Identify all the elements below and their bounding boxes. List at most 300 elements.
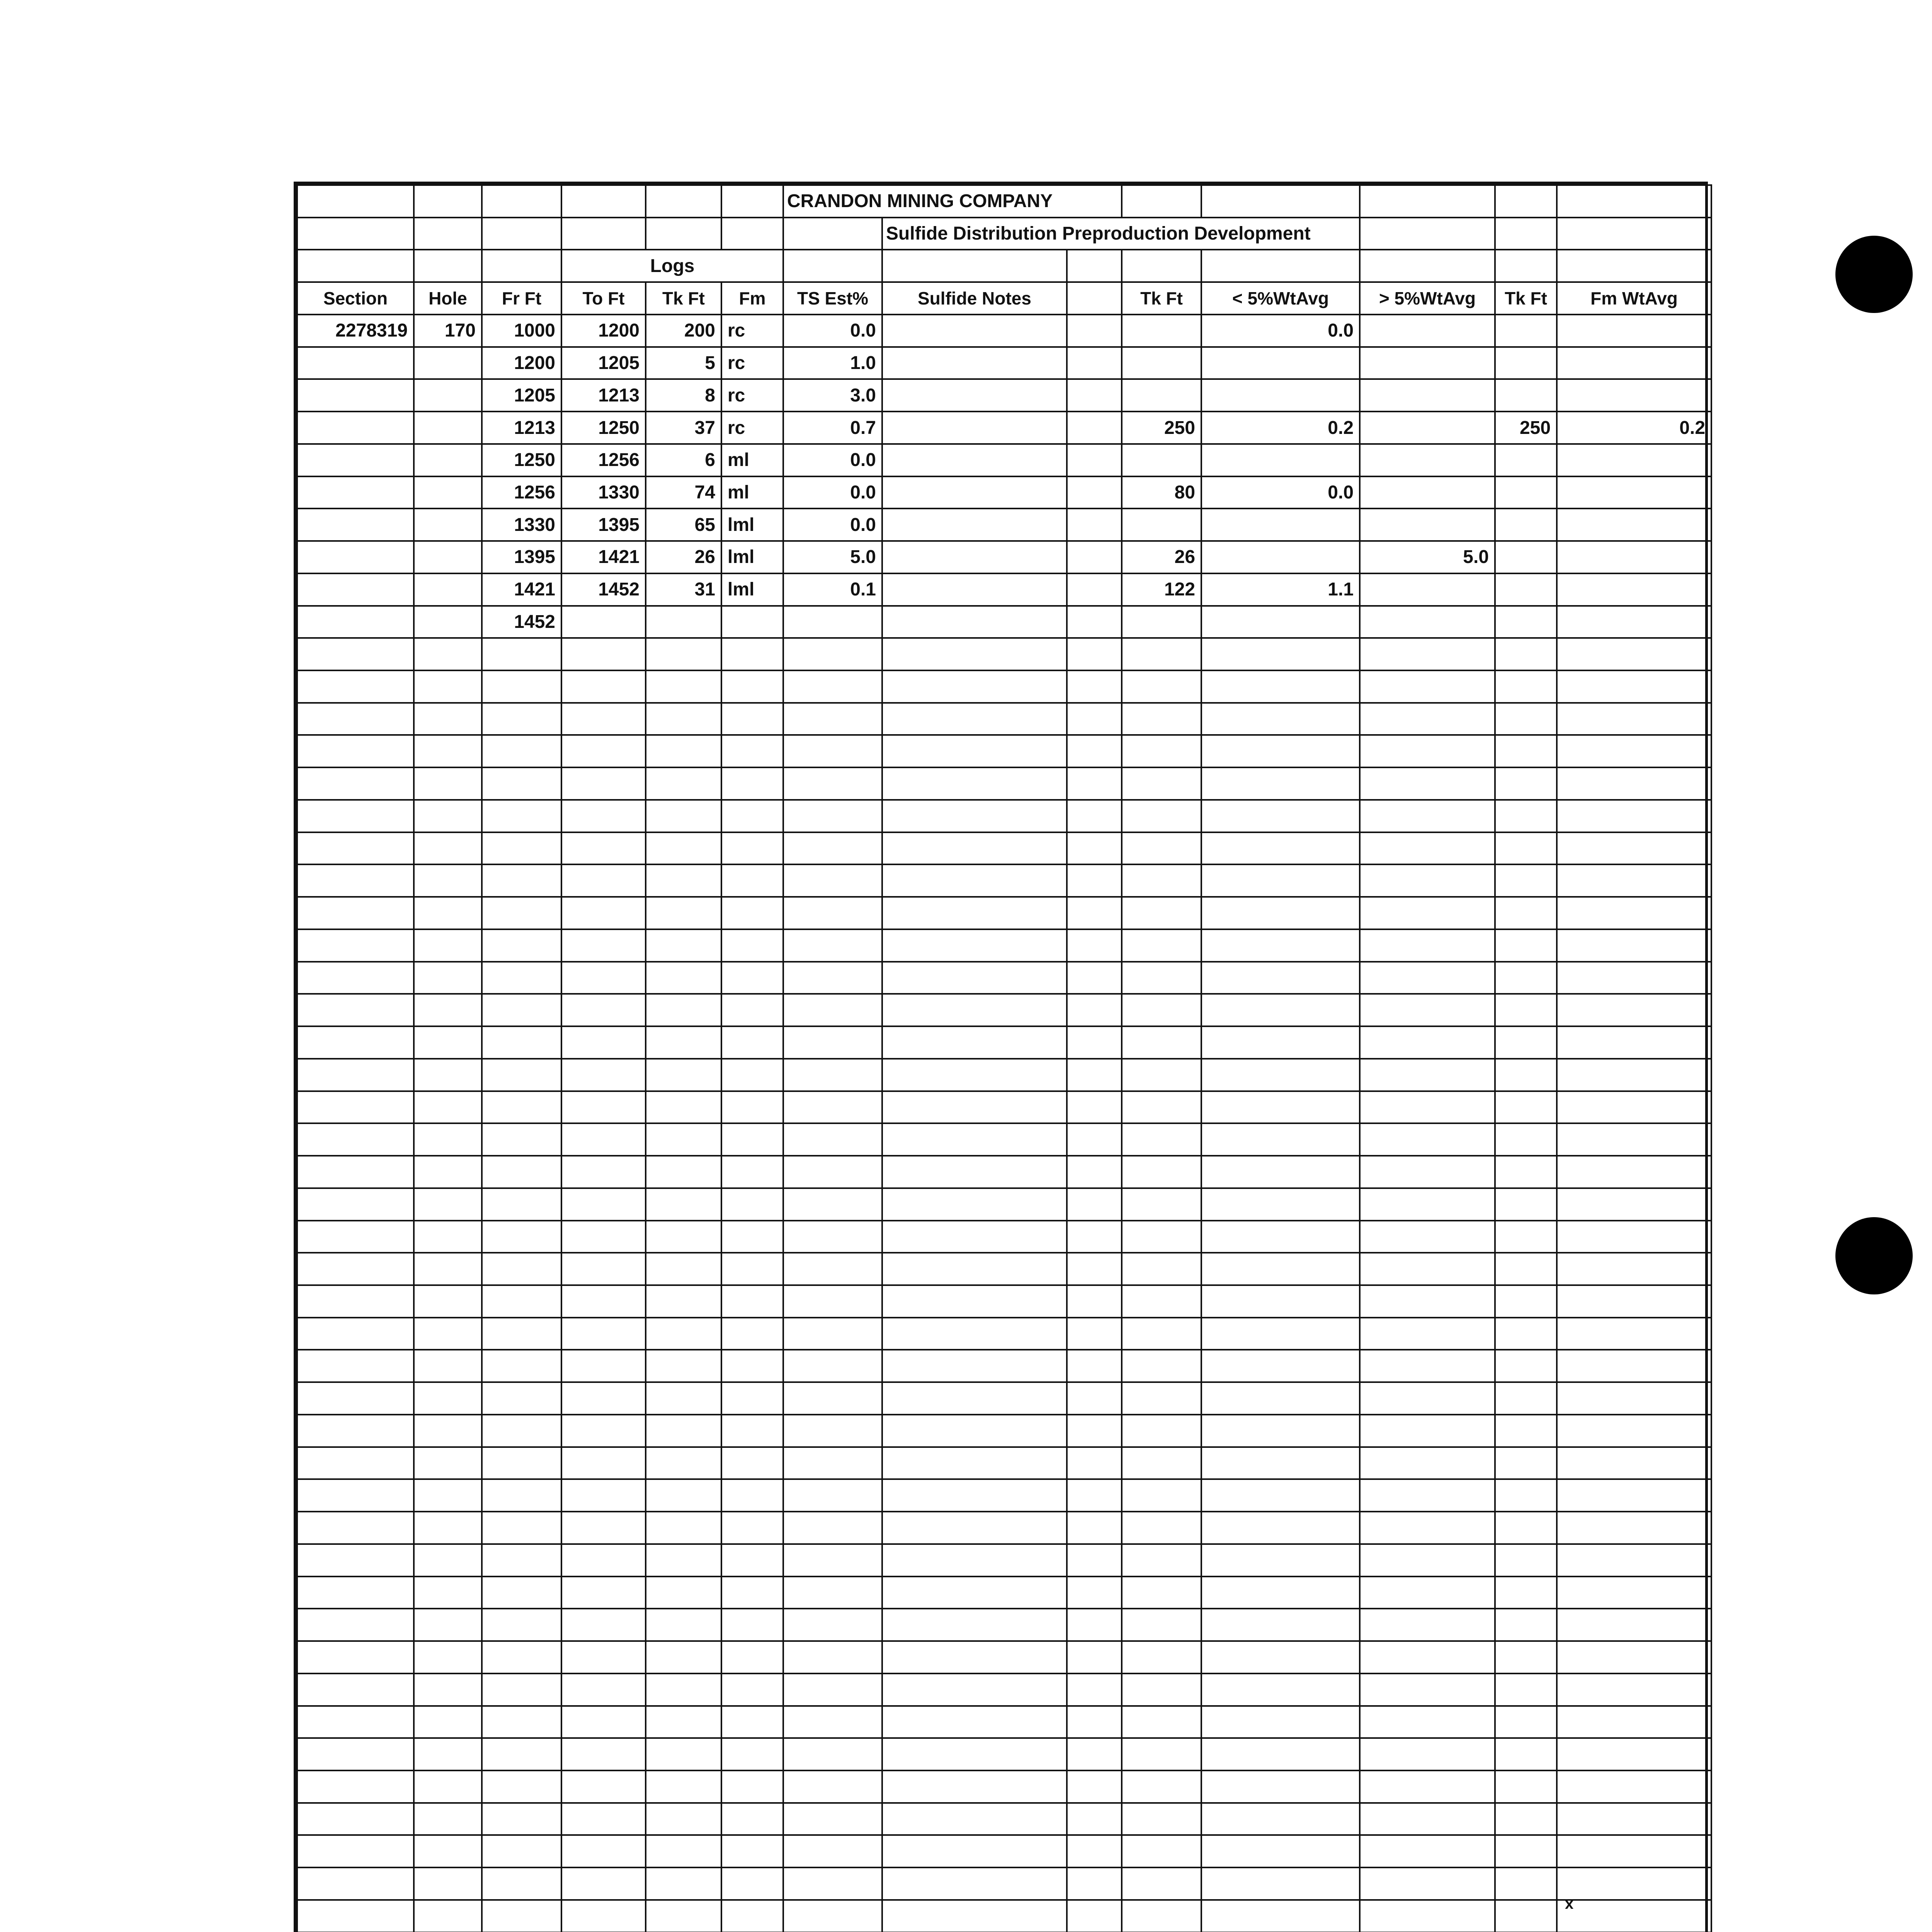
table-cell (1557, 1123, 1711, 1156)
table-cell (882, 735, 1067, 767)
table-cell (1067, 1253, 1122, 1285)
table-cell (561, 1544, 646, 1577)
table-cell: 250 (1122, 412, 1201, 444)
table-cell (1201, 1253, 1360, 1285)
table-cell (1122, 1091, 1201, 1124)
table-cell (646, 1479, 721, 1512)
table-cell (1495, 1577, 1557, 1609)
table-cell (414, 1350, 482, 1382)
table-cell (561, 703, 646, 735)
table-cell (561, 1285, 646, 1318)
table-cell (1122, 703, 1201, 735)
table-cell (882, 347, 1067, 379)
table-row (297, 347, 1711, 379)
blank-row (297, 897, 1711, 929)
table-cell (1360, 994, 1495, 1026)
company-title: CRANDON MINING COMPANY (783, 185, 1122, 218)
table-cell (482, 1156, 561, 1188)
table-cell (1495, 1738, 1557, 1770)
table-cell (482, 1253, 561, 1285)
table-cell (1067, 1577, 1122, 1609)
table-cell (414, 1285, 482, 1318)
table-cell (1122, 1641, 1201, 1673)
table-cell (1067, 1706, 1122, 1738)
table-cell (1495, 1835, 1557, 1867)
column-header: TS Est% (783, 282, 882, 315)
blank-row (297, 638, 1711, 670)
table-cell: 1421 (482, 573, 561, 606)
table-cell (1557, 735, 1711, 767)
table-cell (882, 1512, 1067, 1544)
table-cell (1495, 929, 1557, 962)
table-cell (721, 1803, 783, 1835)
table-cell (1122, 670, 1201, 703)
table-cell (1201, 1221, 1360, 1253)
table-cell (1067, 1221, 1122, 1253)
table-cell (783, 1026, 882, 1059)
blank-row (297, 962, 1711, 994)
table-cell (482, 1415, 561, 1447)
table-cell (783, 1091, 882, 1124)
table-cell (482, 864, 561, 897)
table-cell (1557, 1512, 1711, 1544)
table-cell (1557, 1253, 1711, 1285)
table-cell: 37 (646, 412, 721, 444)
table-cell (1495, 444, 1557, 476)
table-cell (721, 1479, 783, 1512)
table-cell (414, 1221, 482, 1253)
table-cell (414, 735, 482, 767)
table-cell (414, 638, 482, 670)
table-cell (1557, 315, 1711, 347)
table-cell (1360, 1770, 1495, 1803)
table-cell (561, 1447, 646, 1480)
table-cell (1360, 347, 1495, 379)
table-cell (882, 509, 1067, 541)
table-cell (297, 1123, 414, 1156)
table-cell (1557, 1091, 1711, 1124)
table-cell (414, 347, 482, 379)
blank-row (297, 735, 1711, 767)
table-cell (882, 1479, 1067, 1512)
table-cell: 0.2 (1557, 412, 1711, 444)
table-cell (721, 1415, 783, 1447)
table-cell (882, 1673, 1067, 1706)
table-row (297, 509, 1711, 541)
table-cell (1360, 1123, 1495, 1156)
table-cell (1201, 1156, 1360, 1188)
table-cell (882, 1900, 1067, 1932)
table-cell (1067, 1673, 1122, 1706)
table-cell: 1000 (482, 315, 561, 347)
table-cell (882, 1609, 1067, 1641)
table-cell (297, 735, 414, 767)
table-cell: 0.0 (783, 509, 882, 541)
table-cell (414, 412, 482, 444)
table-cell (414, 1156, 482, 1188)
table-cell (1495, 800, 1557, 832)
table-cell (646, 1900, 721, 1932)
table-cell: ml (721, 476, 783, 509)
table-cell (414, 1415, 482, 1447)
table-cell (297, 1609, 414, 1641)
table-cell (297, 767, 414, 800)
table-cell (297, 1415, 414, 1447)
table-cell (882, 1738, 1067, 1770)
table-cell (297, 1835, 414, 1867)
table-cell (414, 1091, 482, 1124)
table-cell (882, 800, 1067, 832)
table-cell (1067, 1738, 1122, 1770)
table-cell (482, 1512, 561, 1544)
table-cell (561, 800, 646, 832)
table-cell (1067, 929, 1122, 962)
table-cell (882, 1285, 1067, 1318)
table-cell (1201, 1770, 1360, 1803)
table-cell: 250 (1495, 412, 1557, 444)
column-header: > 5%WtAvg (1360, 282, 1495, 315)
table-cell (1067, 1835, 1122, 1867)
table-cell (1122, 1544, 1201, 1577)
table-cell (482, 1738, 561, 1770)
table-cell (1495, 1059, 1557, 1091)
table-cell (1122, 509, 1201, 541)
table-cell: 122 (1122, 573, 1201, 606)
table-cell (482, 1221, 561, 1253)
table-cell (1122, 1123, 1201, 1156)
table-cell (1122, 994, 1201, 1026)
table-cell (1122, 1026, 1201, 1059)
table-cell (1557, 1350, 1711, 1382)
table-cell (1122, 1706, 1201, 1738)
table-cell: 1330 (561, 476, 646, 509)
table-cell (414, 767, 482, 800)
table-cell (561, 929, 646, 962)
blank-row (297, 670, 1711, 703)
table-cell (1067, 1609, 1122, 1641)
table-cell (482, 929, 561, 962)
table-cell (721, 1318, 783, 1350)
table-cell (1067, 1447, 1122, 1480)
table-cell (1495, 962, 1557, 994)
table-cell (1067, 703, 1122, 735)
table-cell (646, 1026, 721, 1059)
table-cell (1495, 1026, 1557, 1059)
table-cell (1495, 1350, 1557, 1382)
table-cell (414, 864, 482, 897)
table-cell (414, 1900, 482, 1932)
table-cell (783, 670, 882, 703)
table-cell (1495, 735, 1557, 767)
table-cell (482, 832, 561, 865)
table-cell (414, 1641, 482, 1673)
table-cell (1122, 1803, 1201, 1835)
table-cell (297, 864, 414, 897)
table-cell (1122, 1835, 1201, 1867)
table-cell (1122, 929, 1201, 962)
table-cell (1495, 1900, 1557, 1932)
table-cell (1557, 573, 1711, 606)
table-cell: 1213 (482, 412, 561, 444)
table-cell (783, 897, 882, 929)
table-cell: 1250 (482, 444, 561, 476)
table-cell (646, 1835, 721, 1867)
table-cell (721, 1673, 783, 1706)
blank-row (297, 1738, 1711, 1770)
table-cell (1360, 1156, 1495, 1188)
table-cell (1122, 1059, 1201, 1091)
table-cell (1360, 1318, 1495, 1350)
table-cell (1201, 670, 1360, 703)
blank-row (297, 1641, 1711, 1673)
table-cell (1122, 1609, 1201, 1641)
table-cell: 1200 (482, 347, 561, 379)
table-cell (297, 1512, 414, 1544)
table-cell (1360, 573, 1495, 606)
table-cell (882, 962, 1067, 994)
table-row (297, 412, 1711, 444)
table-cell (1557, 541, 1711, 573)
table-cell (646, 1382, 721, 1415)
table-cell (721, 994, 783, 1026)
table-cell (297, 929, 414, 962)
column-header: Hole (414, 282, 482, 315)
table-cell (721, 1026, 783, 1059)
table-cell (783, 1221, 882, 1253)
table-cell (482, 1835, 561, 1867)
table-cell (1557, 1835, 1711, 1867)
table-cell (561, 735, 646, 767)
table-cell (297, 897, 414, 929)
table-cell (561, 1188, 646, 1221)
table-cell (1067, 1512, 1122, 1544)
table-cell: 1452 (561, 573, 646, 606)
table-row (297, 541, 1711, 573)
table-cell (721, 1350, 783, 1382)
table-cell (482, 767, 561, 800)
table-cell (297, 832, 414, 865)
table-cell (1557, 800, 1711, 832)
table-cell (1557, 638, 1711, 670)
table-cell (1360, 379, 1495, 412)
table-cell (414, 444, 482, 476)
table-cell (1360, 1382, 1495, 1415)
table-cell (882, 703, 1067, 735)
table-cell (1201, 1059, 1360, 1091)
table-cell (882, 1835, 1067, 1867)
table-cell (1067, 476, 1122, 509)
table-cell (721, 703, 783, 735)
table-cell (1201, 509, 1360, 541)
column-header: Section (297, 282, 414, 315)
table-cell (297, 962, 414, 994)
table-cell (646, 703, 721, 735)
punch-hole-middle (1835, 1217, 1913, 1294)
column-header (1067, 282, 1122, 315)
report-subtitle: Sulfide Distribution Preproduction Development (882, 218, 1360, 250)
table-cell (1495, 1091, 1557, 1124)
table-cell (882, 1803, 1067, 1835)
blank-row (297, 1544, 1711, 1577)
table-cell (561, 1738, 646, 1770)
table-cell (1495, 1512, 1557, 1544)
table-cell: 1.1 (1201, 573, 1360, 606)
table-cell (1495, 1609, 1557, 1641)
table-cell (561, 1382, 646, 1415)
table-cell (1495, 379, 1557, 412)
table-cell (1495, 1479, 1557, 1512)
table-cell (414, 1253, 482, 1285)
blank-row (297, 1706, 1711, 1738)
table-cell: rc (721, 379, 783, 412)
table-cell (297, 638, 414, 670)
table-cell (646, 1577, 721, 1609)
table-cell (1495, 1770, 1557, 1803)
table-cell (646, 1706, 721, 1738)
table-cell (783, 1059, 882, 1091)
blank-row (297, 1318, 1711, 1350)
table-cell (646, 1350, 721, 1382)
table-cell: 31 (646, 573, 721, 606)
table-cell (783, 638, 882, 670)
table-cell (561, 1835, 646, 1867)
column-header: Sulfide Notes (882, 282, 1067, 315)
table-cell (783, 1188, 882, 1221)
table-cell (1360, 1350, 1495, 1382)
blank-row (297, 1188, 1711, 1221)
table-cell (646, 1641, 721, 1673)
table-cell (1201, 1867, 1360, 1900)
table-cell (882, 1544, 1067, 1577)
table-cell (561, 897, 646, 929)
table-cell (721, 962, 783, 994)
table-cell (482, 670, 561, 703)
table-cell (1067, 962, 1122, 994)
table-cell (561, 1900, 646, 1932)
table-cell (1557, 929, 1711, 962)
blank-row (297, 1350, 1711, 1382)
table-cell (1495, 541, 1557, 573)
table-cell (1122, 1738, 1201, 1770)
table-cell (646, 1770, 721, 1803)
table-cell (646, 929, 721, 962)
table-cell (1067, 347, 1122, 379)
table-cell (646, 994, 721, 1026)
table-cell (1360, 606, 1495, 638)
table-cell: 1395 (482, 541, 561, 573)
table-cell (297, 1900, 414, 1932)
table-cell (882, 1577, 1067, 1609)
table-cell (1360, 1479, 1495, 1512)
table-cell (783, 1156, 882, 1188)
table-cell (1067, 379, 1122, 412)
table-cell (1360, 832, 1495, 865)
blank-row (297, 929, 1711, 962)
table-cell (646, 962, 721, 994)
blank-row (297, 832, 1711, 865)
table-cell (1360, 638, 1495, 670)
table-cell (1360, 476, 1495, 509)
table-cell (882, 444, 1067, 476)
table-cell (882, 897, 1067, 929)
table-cell (414, 1026, 482, 1059)
table-cell (646, 1253, 721, 1285)
blank-row (297, 1609, 1711, 1641)
table-cell (297, 800, 414, 832)
table-cell (297, 1738, 414, 1770)
table-cell (1067, 994, 1122, 1026)
table-cell (1067, 1415, 1122, 1447)
table-cell (783, 1447, 882, 1480)
table-cell (1201, 347, 1360, 379)
table-cell (297, 1318, 414, 1350)
blank-row (297, 1447, 1711, 1480)
table-cell (561, 1415, 646, 1447)
table-cell (1201, 379, 1360, 412)
table-cell (1495, 606, 1557, 638)
table-cell (1122, 1221, 1201, 1253)
table-cell (882, 412, 1067, 444)
table-cell (1201, 1318, 1360, 1350)
spreadsheet-printout (294, 182, 1708, 1932)
table-cell (783, 1382, 882, 1415)
table-cell (414, 476, 482, 509)
table-cell (1201, 1285, 1360, 1318)
table-cell (783, 864, 882, 897)
table-cell (646, 1738, 721, 1770)
table-cell (297, 1447, 414, 1480)
table-cell (482, 1382, 561, 1415)
table-cell (482, 1123, 561, 1156)
table-cell (1122, 1577, 1201, 1609)
table-cell (1067, 1123, 1122, 1156)
table-cell (1067, 315, 1122, 347)
table-cell (1201, 703, 1360, 735)
table-cell (721, 864, 783, 897)
table-cell (1557, 1609, 1711, 1641)
blank-row (297, 1253, 1711, 1285)
table-cell (1360, 1285, 1495, 1318)
table-cell (882, 1867, 1067, 1900)
table-cell (1122, 347, 1201, 379)
table-cell (482, 1026, 561, 1059)
table-cell (646, 767, 721, 800)
table-cell (1067, 1318, 1122, 1350)
table-cell (561, 1350, 646, 1382)
table-cell (1122, 1900, 1201, 1932)
table-cell (1557, 509, 1711, 541)
table-cell (561, 1253, 646, 1285)
table-cell (1360, 703, 1495, 735)
table-cell (482, 1577, 561, 1609)
table-cell: 3.0 (783, 379, 882, 412)
table-cell (882, 929, 1067, 962)
table-cell: 65 (646, 509, 721, 541)
table-cell: 1200 (561, 315, 646, 347)
table-cell (297, 1770, 414, 1803)
table-cell (1067, 1641, 1122, 1673)
table-cell: 1205 (561, 347, 646, 379)
table-cell (721, 1835, 783, 1867)
table-cell (297, 994, 414, 1026)
table-cell (1201, 1382, 1360, 1415)
table-cell (1201, 1738, 1360, 1770)
blank-row (297, 1867, 1711, 1900)
table-cell (414, 606, 482, 638)
table-cell (1557, 1447, 1711, 1480)
table-cell (297, 1641, 414, 1673)
table-cell (297, 703, 414, 735)
